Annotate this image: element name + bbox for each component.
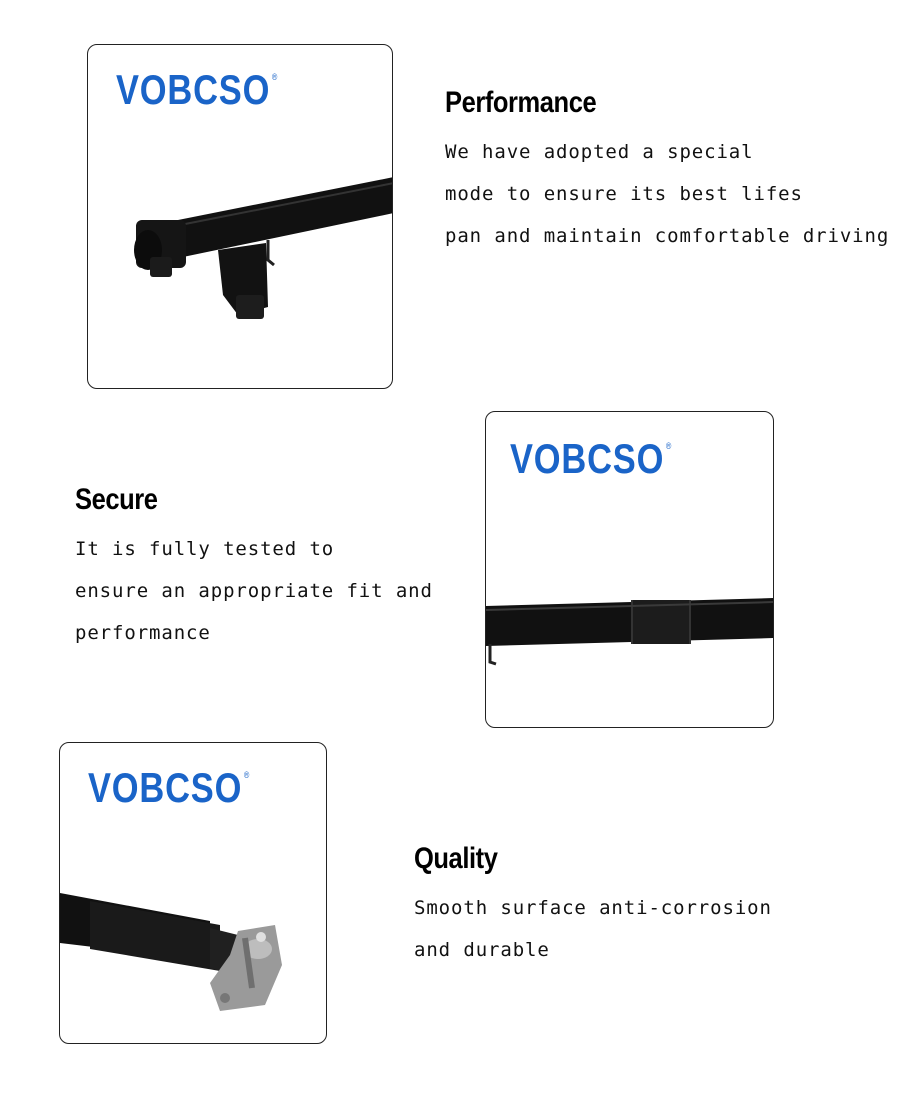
secure-text-line-3: performance bbox=[75, 622, 211, 644]
brand-logo-text: VOBCSO bbox=[510, 435, 665, 482]
quality-text-line-1: Smooth surface anti-corrosion bbox=[414, 897, 772, 919]
section-heading-quality: Quality bbox=[414, 842, 498, 875]
registered-mark: ® bbox=[665, 441, 673, 451]
brand-logo-text: VOBCSO bbox=[116, 66, 271, 113]
shock-absorber-top-mount-icon bbox=[60, 743, 327, 1044]
shock-absorber-tube-icon bbox=[486, 412, 774, 728]
secure-text-line-2: ensure an appropriate fit and bbox=[75, 580, 433, 602]
brand-logo-text: VOBCSO bbox=[88, 764, 243, 811]
secure-text-line-1: It is fully tested to bbox=[75, 538, 335, 560]
product-image-card-3 bbox=[59, 742, 327, 1044]
registered-mark: ® bbox=[243, 770, 251, 780]
quality-text-line-2: and durable bbox=[414, 939, 550, 961]
performance-text-line-2: mode to ensure its best lifes bbox=[445, 183, 803, 205]
shock-absorber-end-mount-icon bbox=[88, 45, 393, 389]
performance-text-line-1: We have adopted a special bbox=[445, 141, 754, 163]
product-image-card-1 bbox=[87, 44, 393, 389]
performance-text-line-3: pan and maintain comfortable driving bbox=[445, 225, 890, 247]
section-heading-secure: Secure bbox=[75, 483, 158, 516]
registered-mark: ® bbox=[271, 72, 279, 82]
product-image-card-2 bbox=[485, 411, 774, 728]
section-heading-performance: Performance bbox=[445, 86, 597, 119]
